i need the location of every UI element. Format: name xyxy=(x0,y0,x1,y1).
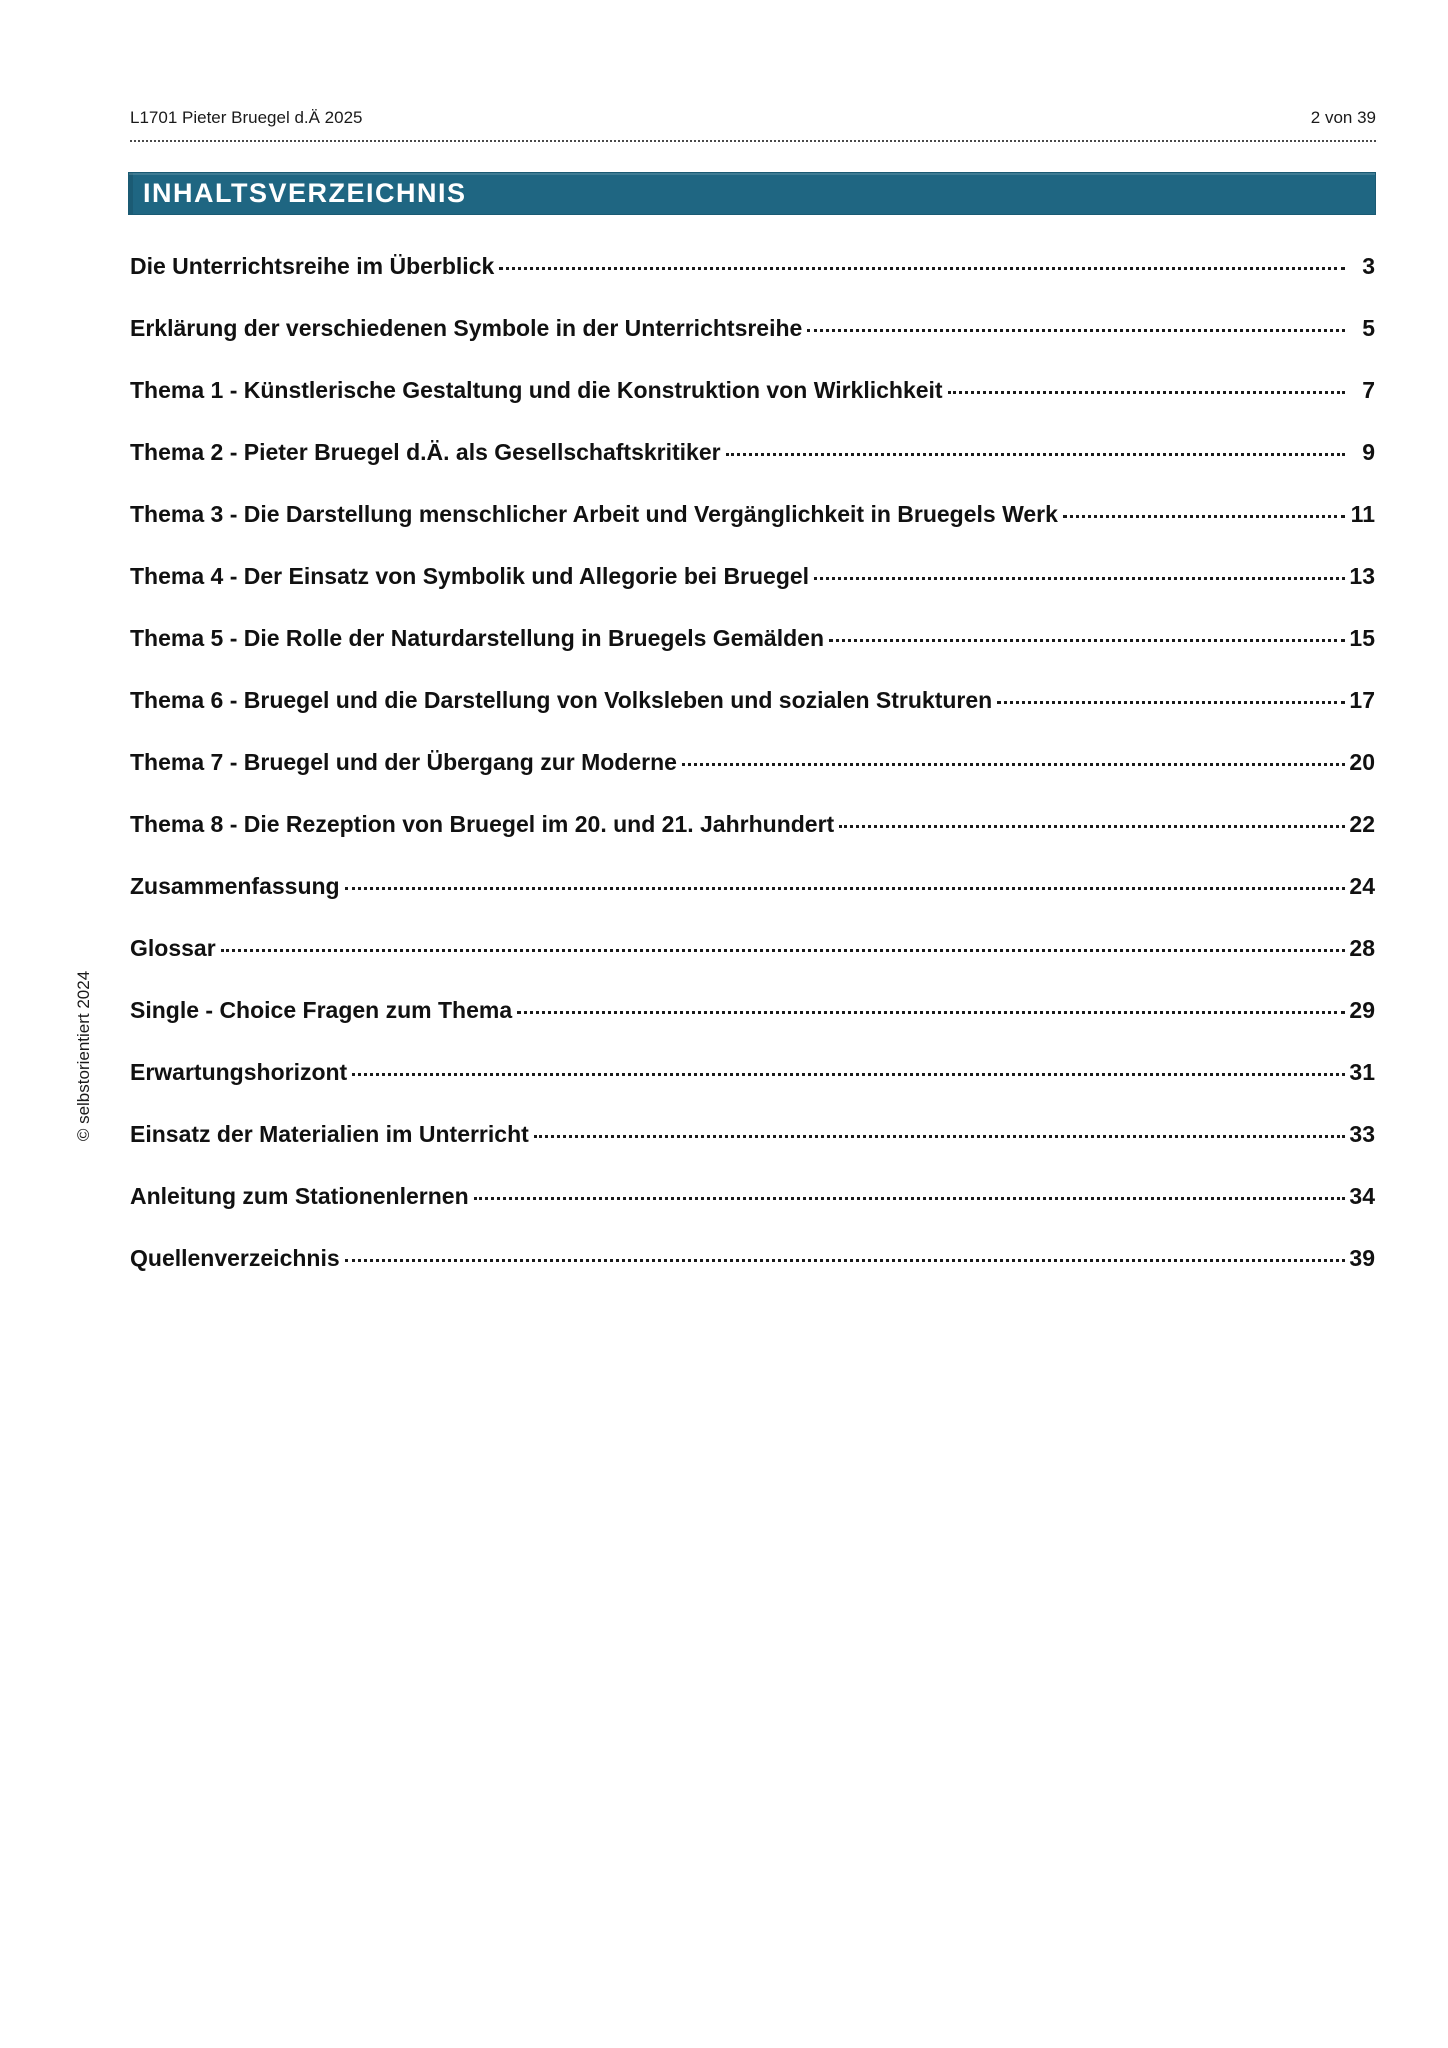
toc-list xyxy=(130,252,1375,1306)
toc-entry xyxy=(130,1182,1375,1210)
toc-entry-label: Erwartungshorizont xyxy=(130,1059,348,1085)
doc-code: L1701 Pieter Bruegel d.Ä 2025 xyxy=(130,108,363,127)
dot-leader xyxy=(534,1135,1345,1138)
toc-page-number: 31 xyxy=(1349,1059,1375,1085)
toc-page-number: 24 xyxy=(1349,873,1375,899)
toc-entry-label: Die Unterrichtsreihe im Überblick xyxy=(130,253,495,279)
toc-entry-label: Quellenverzeichnis xyxy=(130,1245,340,1271)
toc-entry xyxy=(130,1120,1375,1148)
toc-page-number: 13 xyxy=(1349,563,1375,589)
toc-page-number: 28 xyxy=(1349,935,1375,961)
dot-leader xyxy=(839,825,1345,828)
toc-entry-label: Thema 6 - Bruegel und die Darstellung von Volksleben und sozialen Strukturen xyxy=(130,687,993,713)
toc-entry-label: Thema 2 - Pieter Bruegel d.Ä. als Gesellschaftskritiker xyxy=(130,439,721,465)
page-title: INHALTSVERZEICHNIS xyxy=(143,178,467,208)
toc-entry-label: Einsatz der Materialien im Unterricht xyxy=(130,1121,529,1147)
toc-page-number: 5 xyxy=(1362,315,1375,341)
running-header xyxy=(130,108,1376,142)
toc-page-number: 3 xyxy=(1362,253,1375,279)
toc-entry-label: Thema 1 - Künstlerische Gestaltung und die Konstruktion von Wirklichkeit xyxy=(130,377,943,403)
toc-entry-label: Thema 3 - Die Darstellung menschlicher Arbeit und Vergänglichkeit in Bruegels Werk xyxy=(130,501,1058,527)
toc-page-number: 33 xyxy=(1349,1121,1375,1147)
toc-page-number: 22 xyxy=(1349,811,1375,837)
dot-leader xyxy=(814,577,1345,580)
toc-page-number: 17 xyxy=(1349,687,1375,713)
toc-entry xyxy=(130,748,1375,776)
dot-leader xyxy=(345,1259,1345,1262)
dot-leader xyxy=(829,639,1345,642)
page-indicator: 2 von 39 xyxy=(1310,108,1376,127)
toc-entry xyxy=(130,314,1375,342)
toc-entry-label: Thema 4 - Der Einsatz von Symbolik und Allegorie bei Bruegel xyxy=(130,563,810,589)
toc-entry xyxy=(130,500,1375,528)
dot-leader xyxy=(997,701,1345,704)
dot-leader xyxy=(345,887,1345,890)
toc-entry-label: Thema 5 - Die Rolle der Naturdarstellung in Bruegels Gemälden xyxy=(130,625,824,651)
toc-entry xyxy=(130,252,1375,280)
toc-page-number: 7 xyxy=(1362,377,1375,403)
toc-entry-label: Thema 7 - Bruegel und der Übergang zur Moderne xyxy=(130,749,677,775)
toc-page-number: 9 xyxy=(1362,439,1375,465)
toc-entry xyxy=(130,872,1375,900)
toc-page-number: 20 xyxy=(1349,749,1375,775)
toc-entry xyxy=(130,624,1375,652)
dot-leader xyxy=(682,763,1345,766)
toc-entry-label: Glossar xyxy=(130,935,216,961)
toc-entry xyxy=(130,810,1375,838)
toc-entry-label: Zusammenfassung xyxy=(130,873,340,899)
dot-leader xyxy=(474,1197,1345,1200)
toc-entry xyxy=(130,1244,1375,1272)
toc-page-number: 34 xyxy=(1349,1183,1375,1209)
dot-leader xyxy=(948,391,1345,394)
copyright-vertical-text: © selbstorientiert 2024 xyxy=(74,970,93,1142)
toc-entry xyxy=(130,376,1375,404)
toc-entry xyxy=(130,686,1375,714)
dot-leader xyxy=(1063,515,1345,518)
dot-leader xyxy=(517,1011,1345,1014)
dot-leader xyxy=(807,329,1345,332)
toc-entry xyxy=(130,1058,1375,1086)
toc-entry-label: Erklärung der verschiedenen Symbole in der Unterrichtsreihe xyxy=(130,315,803,341)
section-title-bar xyxy=(128,172,1376,215)
toc-page-number: 29 xyxy=(1349,997,1375,1023)
dot-leader xyxy=(726,453,1345,456)
toc-entry xyxy=(130,934,1375,962)
toc-page-number: 11 xyxy=(1350,501,1375,527)
toc-page-number: 39 xyxy=(1349,1245,1375,1271)
dot-leader xyxy=(221,949,1345,952)
toc-page-number: 15 xyxy=(1349,625,1375,651)
dot-leader xyxy=(499,267,1345,270)
toc-entry xyxy=(130,438,1375,466)
toc-entry xyxy=(130,562,1375,590)
toc-entry-label: Single - Choice Fragen zum Thema xyxy=(130,997,513,1023)
toc-entry-label: Thema 8 - Die Rezeption von Bruegel im 20. und 21. Jahrhundert xyxy=(130,811,835,837)
toc-entry-label: Anleitung zum Stationenlernen xyxy=(130,1183,469,1209)
toc-entry xyxy=(130,996,1375,1024)
dot-leader xyxy=(352,1073,1345,1076)
